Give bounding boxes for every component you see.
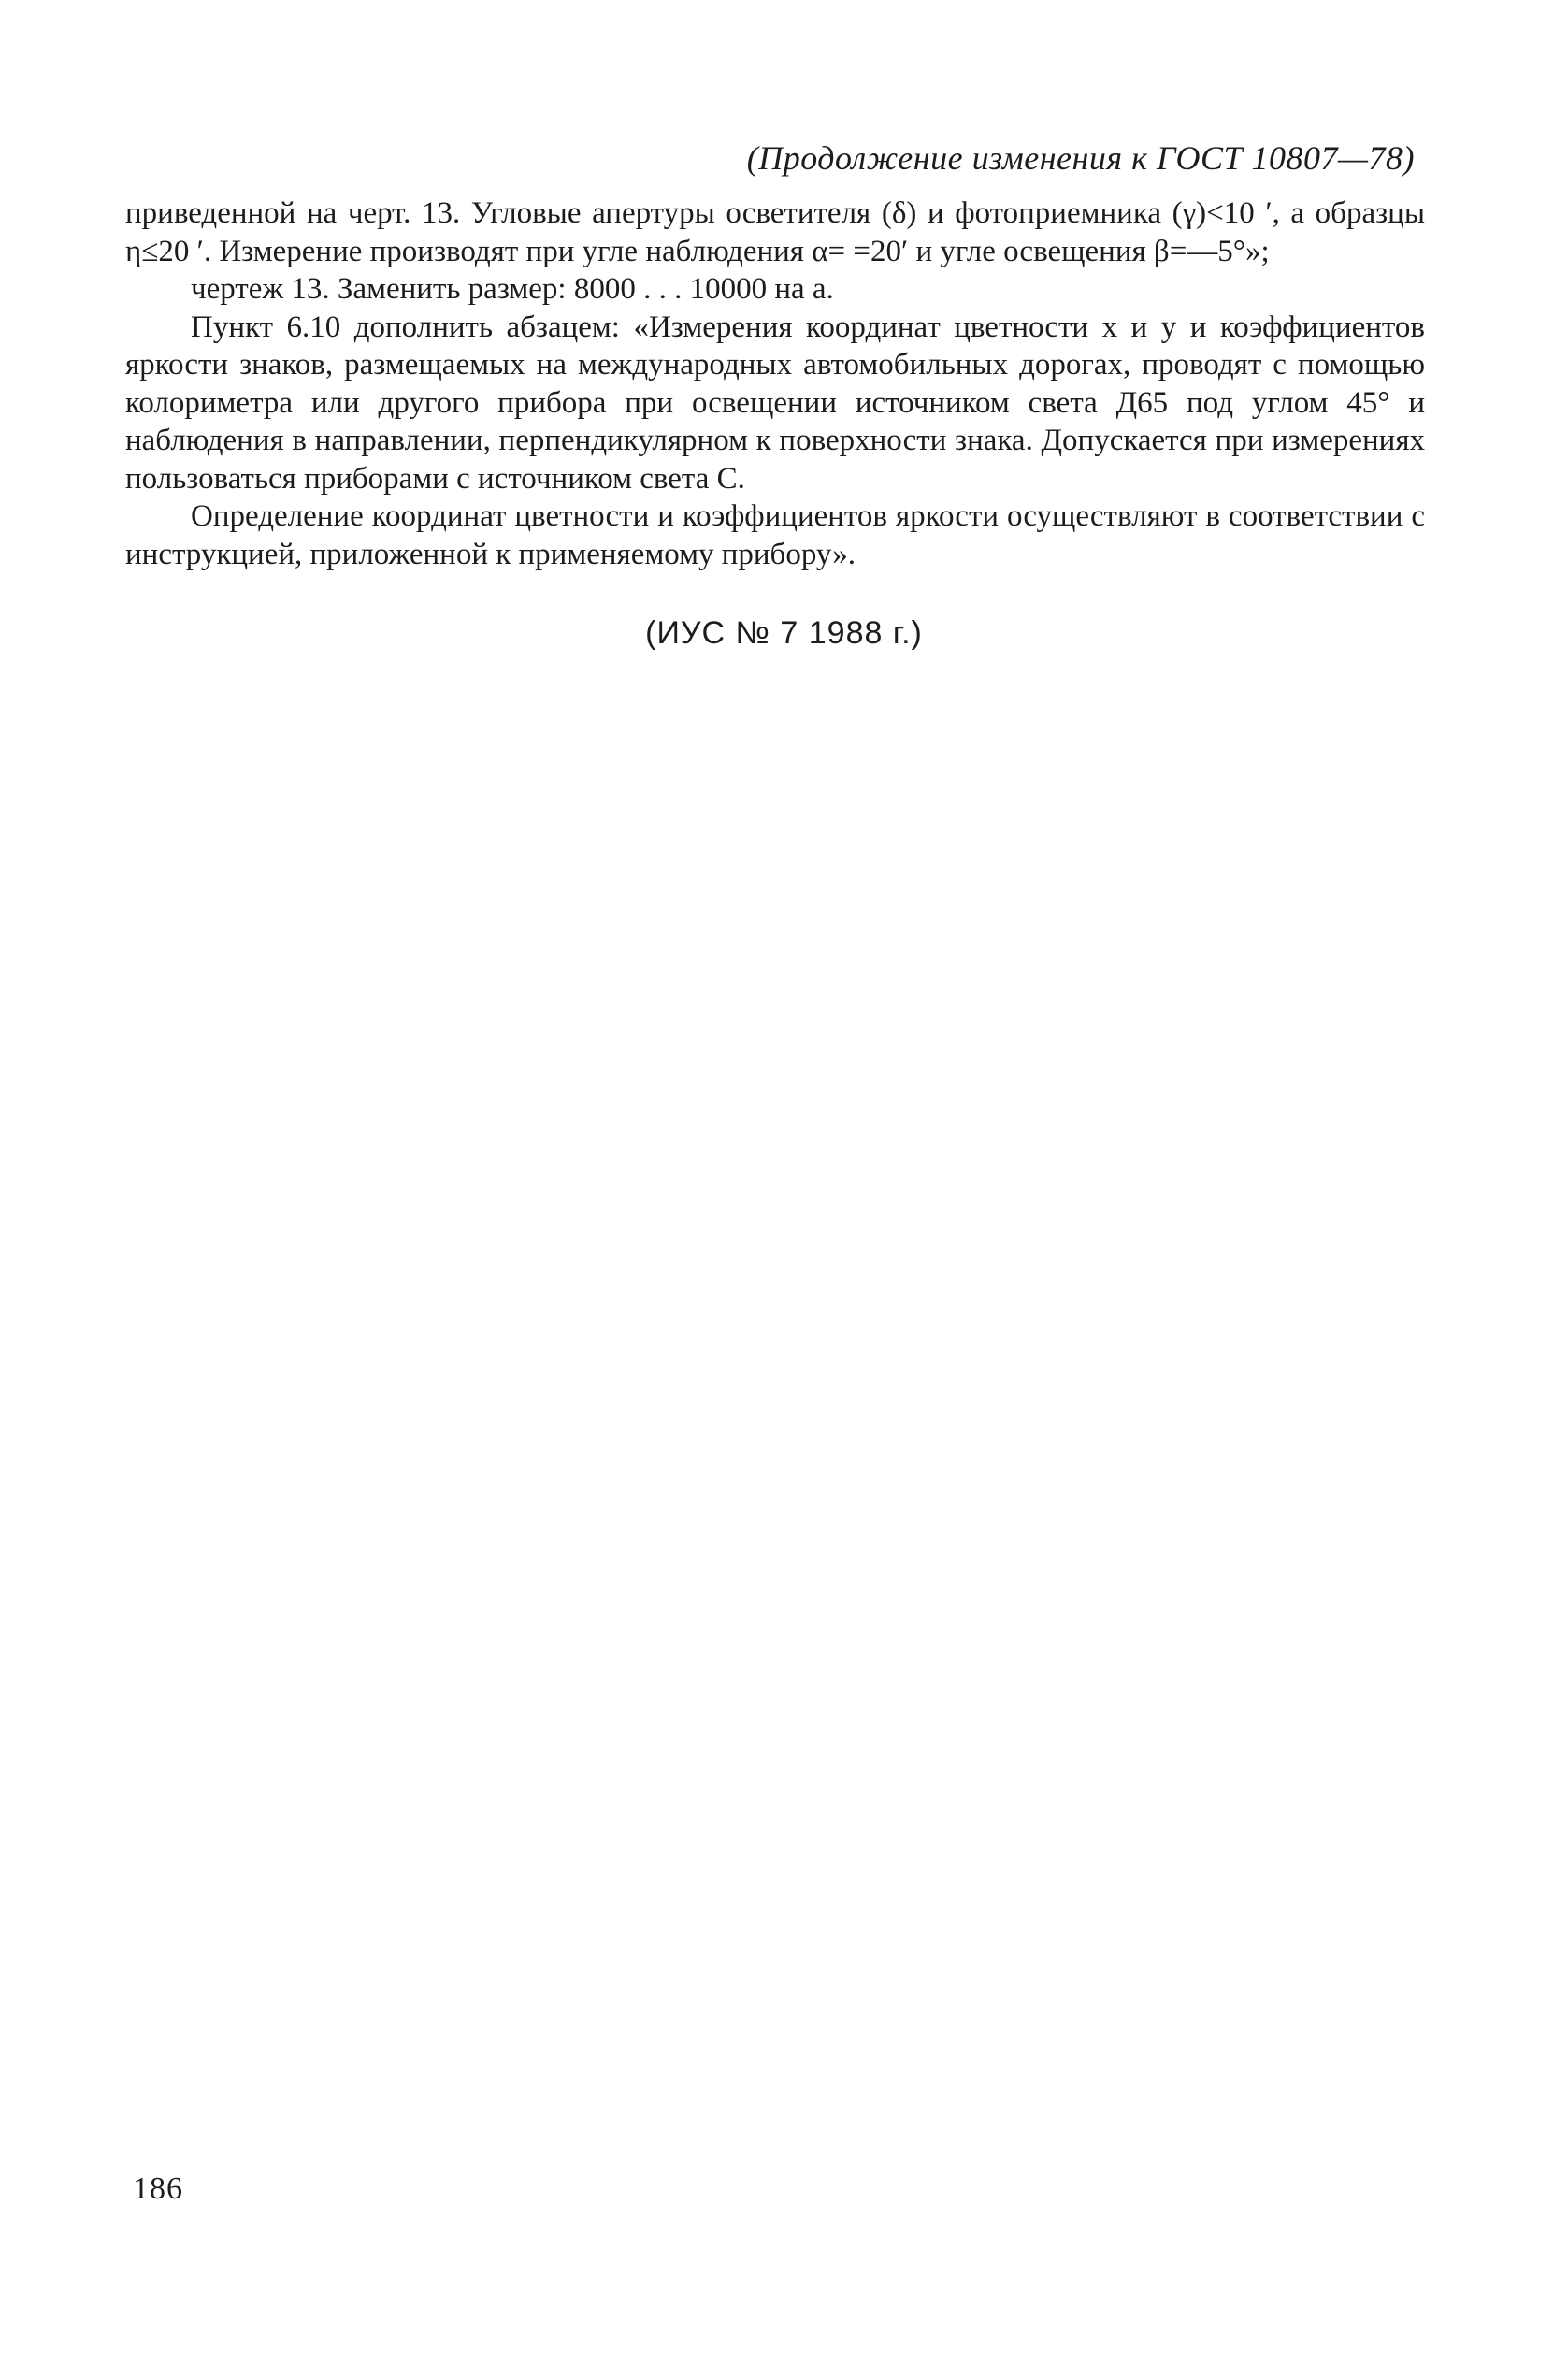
- paragraph-1: приведенной на черт. 13. Угловые апертуры осветителя (δ) и фотоприемника (γ)<10 ′, а образцы η≤20 ′. Измерение производят при угле наблюдения α= =20′ и угле освещения β=—5°»;: [125, 196, 1425, 268]
- body-text: [125, 195, 1425, 573]
- paragraph-2: чертеж 13. Заменить размер: 8000 . . . 10000 на a.: [191, 272, 834, 306]
- source-reference: (ИУС № 7 1988 г.): [645, 615, 923, 651]
- paragraph-4: Определение координат цветности и коэффициентов яркости осуществляют в соответствии с инструкцией, приложенной к применяемому прибору».: [125, 499, 1425, 571]
- page-number: 186: [133, 2171, 183, 2206]
- paragraph-3: Пункт 6.10 дополнить абзацем: «Измерения координат цветности x и y и коэффициентов яркости знаков, размещаемых на международных автомобильных дорогах, проводят с помощью колориметра или другого прибора при освещении источником света Д65 под углом 45° и наблюдения в направлении, перпендикулярном к поверхности знака. Допускается при измерениях пользоваться приборами с источником света С.: [125, 310, 1425, 496]
- page-header: (Продолжение изменения к ГОСТ 10807—78): [746, 139, 1415, 177]
